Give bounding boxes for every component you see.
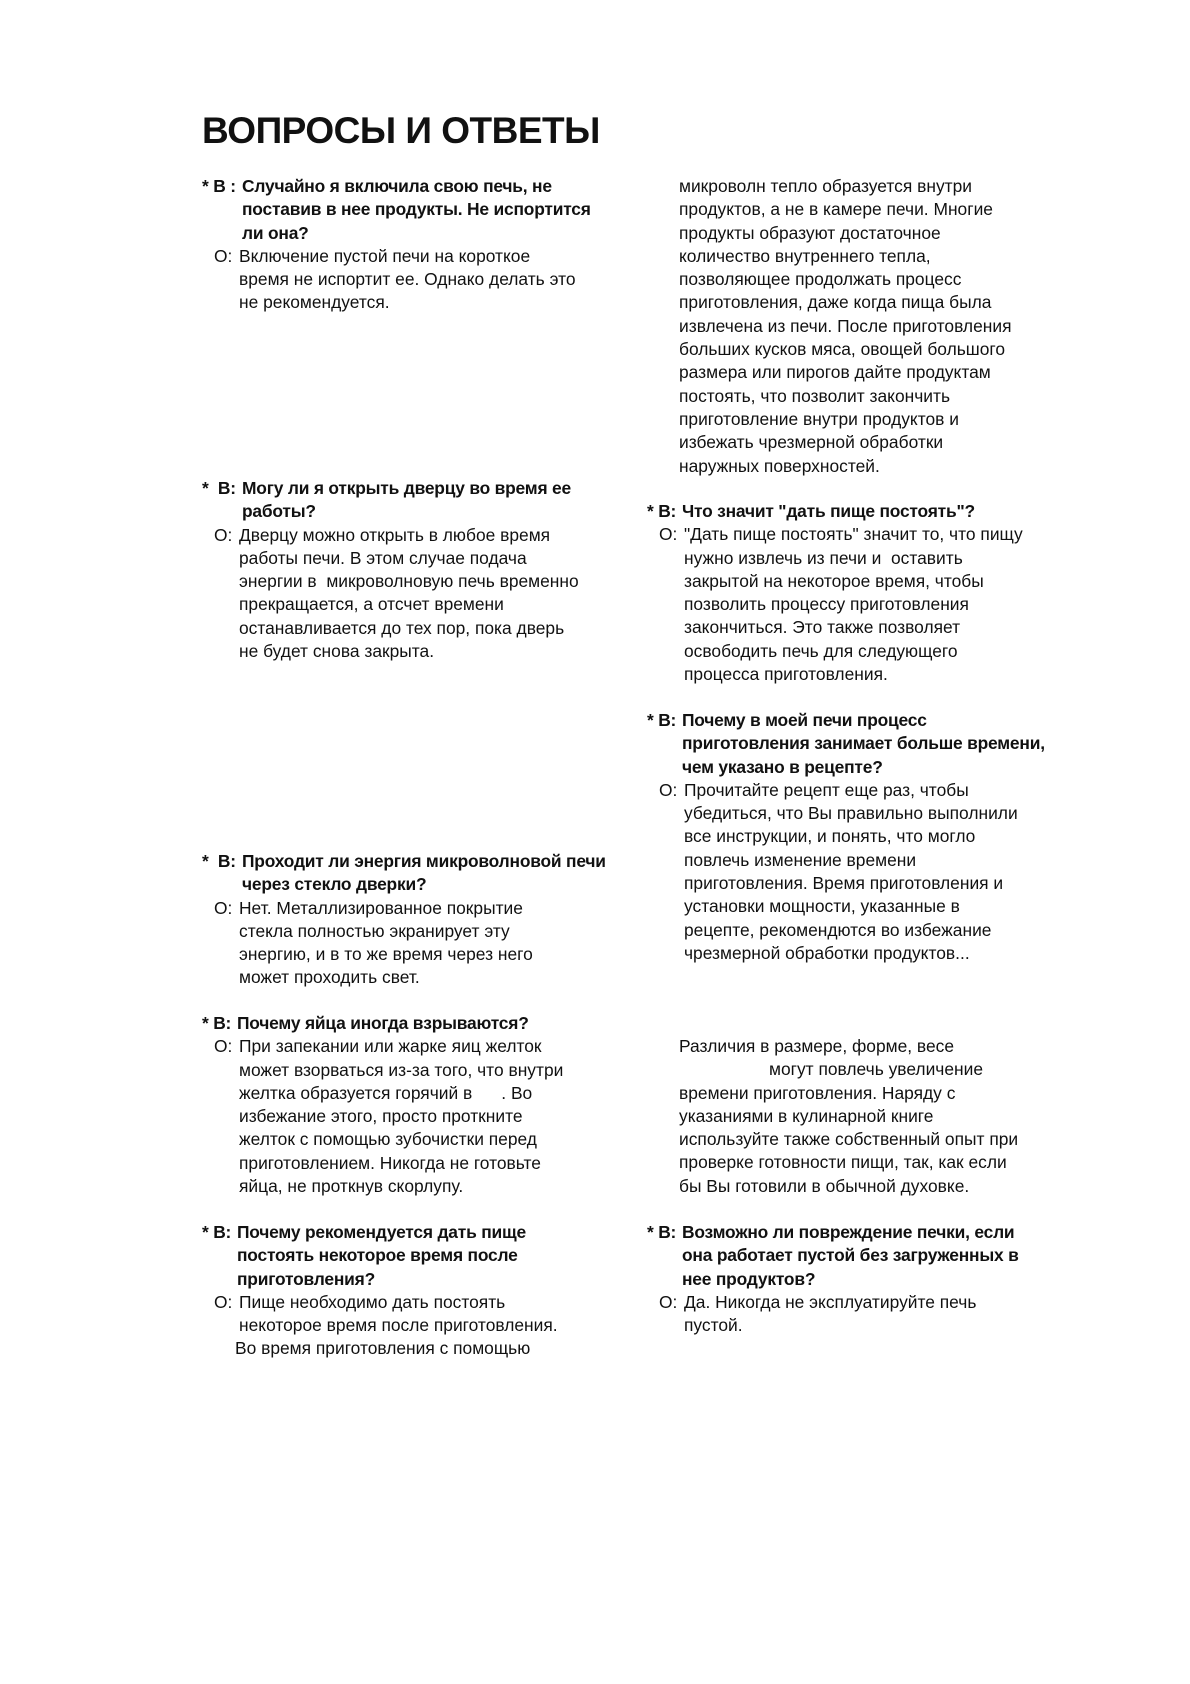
answer-line: могут повлечь увеличение	[769, 1059, 984, 1080]
answer	[202, 1291, 622, 1361]
answer-line: время не испортит ее. Однако делать это	[239, 269, 576, 290]
question-marker: * В:	[647, 501, 677, 521]
question	[202, 175, 622, 245]
question-marker: * В:	[202, 478, 236, 498]
answer-line: энергии в микроволновую печь временно	[239, 571, 579, 592]
answer-line: размера или пирогов дайте продуктам	[679, 362, 991, 383]
question-line: Могу ли я открыть дверцу во время ее	[242, 478, 571, 498]
answer-line: может проходить свет.	[239, 967, 420, 988]
answer-line: При запекании или жарке яиц желток	[239, 1036, 542, 1057]
answer-line: извлечена из печи. После приготовления	[679, 315, 1012, 336]
answer-line: нужно извлечь из печи и оставить	[684, 547, 963, 568]
answer-line: Прочитайте рецепт еще раз, чтобы	[684, 779, 969, 800]
question-marker: * В:	[647, 710, 677, 730]
question-line: Почему в моей печи процесс	[682, 710, 927, 730]
answer-line: освободить печь для следующего	[684, 640, 958, 661]
question	[202, 1221, 622, 1291]
answer	[647, 779, 1077, 965]
question-line: нее продуктов?	[682, 1268, 816, 1289]
answer-line: энергию, и в то же время через него	[239, 944, 533, 965]
answer-line: закрытой на некоторое время, чтобы	[684, 570, 984, 591]
answer-line: "Дать пище постоять" значит то, что пищу	[684, 524, 1023, 545]
answer-line: работы печи. В этом случае подача	[239, 547, 527, 568]
answer-marker: О:	[659, 524, 678, 545]
answer-line: постоять, что позволит закончить	[679, 385, 951, 406]
answer-line: желток с помощью зубочистки перед	[239, 1129, 537, 1150]
answer-marker: О:	[214, 897, 233, 918]
answer-marker: О:	[214, 1036, 233, 1057]
answer-line: Дверцу можно открыть в любое время	[239, 524, 551, 545]
answer	[202, 524, 622, 664]
answer-line: позволить процессу приготовления	[684, 594, 969, 615]
answer	[202, 897, 632, 990]
question-line: Почему яйца иногда взрываются?	[237, 1013, 529, 1033]
question	[202, 1012, 622, 1035]
question-line: через стекло дверки?	[242, 874, 427, 895]
qa-item-door-glass	[202, 850, 632, 990]
page-title: ВОПРОСЫ И ОТВЕТЫ	[202, 110, 600, 151]
question-line: поставив в нее продукты. Не испортится	[242, 199, 591, 220]
answer-line: не рекомендуется.	[239, 292, 390, 313]
answer-line: микроволн тепло образуется внутри	[679, 176, 972, 196]
answer-line: процесса приготовления.	[684, 664, 888, 685]
question-marker: * В:	[647, 1222, 677, 1242]
answer-line: приготовлением. Никогда не готовьте	[239, 1152, 541, 1173]
answer-line: указаниями в кулинарной книге	[679, 1105, 934, 1126]
answer	[202, 1035, 622, 1198]
answer-marker: О:	[214, 245, 233, 266]
question-line: Почему рекомендуется дать пище	[237, 1222, 526, 1242]
answer-line: приготовление внутри продуктов и	[679, 408, 959, 429]
answer-line: проверке готовности пищи, так, как если	[679, 1152, 1007, 1173]
question-marker: * В:	[202, 851, 236, 871]
answer-line: наружных поверхностей.	[679, 455, 880, 476]
question-line: она работает пустой без загруженных в	[682, 1245, 1019, 1266]
question-line: Возможно ли повреждение печки, если	[682, 1222, 1015, 1242]
question	[647, 500, 1077, 523]
question	[202, 850, 632, 897]
answer-line: приготовления, даже когда пища была	[679, 292, 992, 313]
qa-item-empty-damage	[647, 1221, 1077, 1337]
question-line: ли она?	[242, 222, 309, 243]
question-line: чем указано в рецепте?	[682, 756, 883, 777]
answer-line: приготовления. Время приготовления и	[684, 873, 1004, 894]
answer	[647, 523, 1077, 686]
answer-line: установки мощности, указанные в	[684, 896, 960, 917]
question-marker: * В:	[202, 1222, 232, 1242]
question-line: Что значит "дать пище постоять"?	[682, 501, 975, 521]
answer-marker: О:	[214, 524, 233, 545]
question	[647, 1221, 1077, 1291]
qa-item-eggs	[202, 1012, 622, 1198]
question	[647, 709, 1077, 779]
question-line: постоять некоторое время после	[237, 1245, 518, 1266]
question-line: Случайно я включила свою печь, не	[242, 176, 552, 196]
question-line: Проходит ли энергия микроволновой печи	[242, 851, 606, 871]
answer-line: не будет снова закрыта.	[239, 641, 435, 662]
answer-line: стекла полностью экранирует эту	[239, 920, 510, 941]
answer-line: желтка образуется горячий в . Во	[239, 1082, 533, 1103]
answer-line: прекращается, а отсчет времени	[239, 594, 504, 615]
answer-line: избежание этого, просто проткните	[239, 1106, 523, 1127]
answer-line: Во время приготовления с помощью	[235, 1338, 531, 1359]
answer-differences	[679, 1035, 1079, 1198]
question-line: работы?	[242, 501, 316, 522]
qa-item-longer-cooking	[647, 709, 1077, 965]
answer-line: больших кусков мяса, овощей большого	[679, 339, 1006, 360]
answer-line: времени приготовления. Наряду с	[679, 1082, 956, 1103]
question	[202, 477, 622, 524]
qa-item-let-stand-meaning	[647, 500, 1077, 686]
answer-line: продуктов, а не в камере печи. Многие	[679, 199, 993, 220]
answer-line: Включение пустой печи на короткое	[239, 245, 531, 266]
answer-line: может взорваться из-за того, что внутри	[239, 1059, 564, 1080]
question-line: приготовления занимает больше времени,	[682, 733, 1045, 754]
answer-line: яйца, не проткнув скорлупу.	[239, 1176, 464, 1197]
answer-marker: О:	[214, 1291, 233, 1312]
answer-continuation	[679, 175, 1079, 478]
answer-line: избежать чрезмерной обработки	[679, 432, 944, 453]
answer-line: рецепте, рекомендются во избежание	[684, 919, 992, 940]
qa-item-open-door	[202, 477, 622, 663]
answer-line: закончиться. Это также позволяет	[684, 617, 961, 638]
question-marker: * В:	[202, 1013, 232, 1033]
answer-line: все инструкции, и понять, что могло	[684, 826, 976, 847]
answer-line: Различия в размере, форме, весе	[679, 1036, 955, 1056]
question-line: приготовления?	[237, 1268, 376, 1289]
answer-line: останавливается до тех пор, пока дверь	[239, 617, 565, 638]
qa-item-standing-time	[202, 1221, 622, 1361]
answer-line: бы Вы готовили в обычной духовке.	[679, 1175, 970, 1196]
answer-marker: О:	[659, 779, 678, 800]
answer-line: некоторое время после приготовления.	[239, 1315, 558, 1336]
question-marker: * В :	[202, 176, 236, 196]
answer-line: чрезмерной обработки продуктов...	[684, 942, 970, 963]
answer-line: повлечь изменение времени	[684, 849, 917, 870]
answer-line: количество внутреннего тепла,	[679, 245, 931, 266]
answer-line: Нет. Металлизированное покрытие	[239, 897, 523, 918]
answer-line: используйте также собственный опыт при	[679, 1129, 1019, 1150]
answer-marker: О:	[659, 1291, 678, 1312]
answer-line: продукты образуют достаточное	[679, 222, 941, 243]
answer-line: позволяющее продолжать процесс	[679, 269, 962, 290]
answer-line: убедиться, что Вы правильно выполнили	[684, 803, 1018, 824]
answer-line: Да. Никогда не эксплуатируйте печь	[684, 1291, 977, 1312]
answer	[647, 1291, 1077, 1338]
answer	[202, 245, 622, 315]
qa-item-empty-oven	[202, 175, 622, 315]
answer-line: Пище необходимо дать постоять	[239, 1291, 506, 1312]
answer-line: пустой.	[684, 1315, 743, 1336]
